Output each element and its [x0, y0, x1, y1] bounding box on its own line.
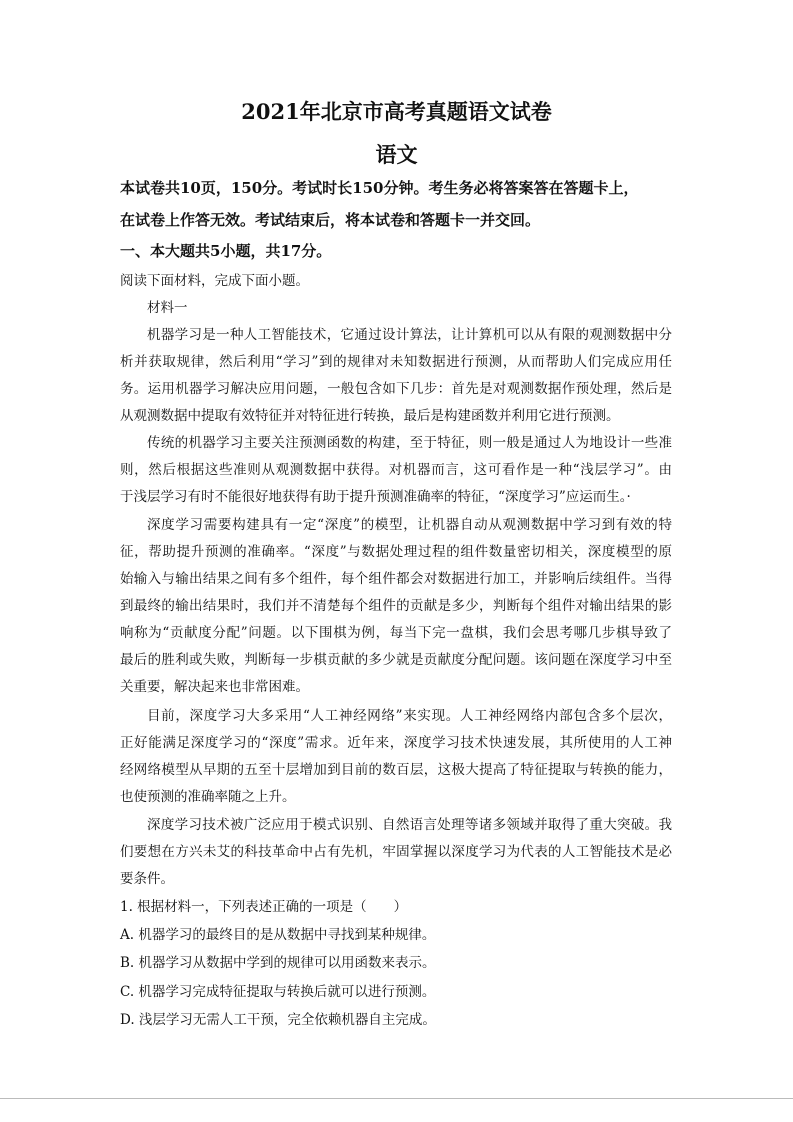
- paragraph-5-line-3: 要条件。: [120, 871, 174, 887]
- page-title: 2021年北京市高考真题语文试卷: [241, 99, 552, 124]
- subject-title: 语文: [375, 142, 418, 167]
- instruction-line-2: 在试卷上作答无效。考试结束后，将本试卷和答题卡一并交回。: [120, 211, 541, 229]
- section-heading: 一、本大题共5小题，共17分。: [120, 242, 332, 260]
- reading-prompt: 阅读下面材料，完成下面小题。: [120, 273, 309, 289]
- paragraph-1-line-4: 从观测数据中提取有效特征并对特征进行转换，最后是构建函数并利用它进行预测。: [120, 408, 620, 424]
- paragraph-3-line-4: 到最终的输出结果时，我们并不清楚每个组件的贡献是多少，判断每个组件对输出结果的影: [120, 598, 672, 614]
- question-stem: 1. 根据材料一，下列表述正确的一项是（ ）: [120, 899, 408, 915]
- paragraph-2-line-3: 于浅层学习有时不能很好地获得有助于提升预测准确率的特征，“深度学习”应运而生。·: [120, 489, 631, 505]
- option-b: B. 机器学习从数据中学到的规律可以用函数来表示。: [120, 955, 436, 971]
- material-label: 材料一: [147, 300, 188, 316]
- paragraph-1-line-3: 务。运用机器学习解决应用问题，一般包含如下几步：首先是对观测数据作预处理，然后是: [120, 381, 672, 397]
- instruction-line-1: 本试卷共10页，150分。考试时长150分钟。考生务必将答案答在答题卡上，: [120, 179, 639, 197]
- option-d: D. 浅层学习无需人工干预，完全依赖机器自主完成。: [120, 1012, 436, 1028]
- option-a: A. 机器学习的最终目的是从数据中寻找到某种规律。: [120, 927, 436, 943]
- paragraph-5-line-2: 们要想在方兴未艾的科技革命中占有先机，牢固掌握以深度学习为代表的人工智能技术是必: [120, 844, 672, 860]
- paragraph-3-line-3: 始输入与输出结果之间有多个组件，每个组件都会对数据进行加工，并影响后续组件。当得: [120, 571, 672, 587]
- paragraph-2-line-2: 则，然后根据这些准则从观测数据中获得。对机器而言，这可看作是一种“浅层学习”。由: [120, 462, 672, 478]
- paragraph-4-line-1: 目前，深度学习大多采用“人工神经网络”来实现。人工神经网络内部包含多个层次，: [147, 708, 672, 724]
- paragraph-3-line-6: 最后的胜利或失败，判断每一步棋贡献的多少就是贡献度分配问题。该问题在深度学习中至: [120, 652, 672, 668]
- paragraph-4-line-3: 经网络模型从早期的五至十层增加到目前的数百层，这极大提高了特征提取与转换的能力，: [120, 762, 672, 778]
- paragraph-1-line-2: 析并获取规律，然后利用“学习”到的规律对未知数据进行预测，从而帮助人们完成应用任: [120, 354, 672, 370]
- option-c: C. 机器学习完成特征提取与转换后就可以进行预测。: [120, 984, 436, 1000]
- paragraph-5-line-1: 深度学习技术被广泛应用于模式识别、自然语言处理等诸多领域并取得了重大突破。我: [147, 817, 672, 833]
- paragraph-3-line-1: 深度学习需要构建具有一定“深度”的模型，让机器自动从观测数据中学习到有效的特: [147, 517, 672, 533]
- paragraph-2-line-1: 传统的机器学习主要关注预测函数的构建，至于特征，则一般是通过人为地设计一些准: [147, 435, 672, 451]
- paragraph-3-line-5: 响称为“贡献度分配”问题。以下围棋为例，每当下完一盘棋，我们会思考哪几步棋导致了: [120, 625, 672, 641]
- paragraph-4-line-4: 也使预测的准确率随之上升。: [120, 789, 296, 805]
- page-bottom-divider: [0, 1098, 793, 1099]
- paragraph-1-line-1: 机器学习是一种人工智能技术，它通过设计算法，让计算机可以从有限的观测数据中分: [147, 327, 672, 343]
- paragraph-3-line-2: 征，帮助提升预测的准确率。“深度”与数据处理过程的组件数量密切相关，深度模型的原: [120, 544, 672, 560]
- paragraph-4-line-2: 正好能满足深度学习的“深度”需求。近年来，深度学习技术快速发展，其所使用的人工神: [120, 735, 672, 751]
- paragraph-3-line-7: 关重要，解决起来也非常困难。: [120, 679, 309, 695]
